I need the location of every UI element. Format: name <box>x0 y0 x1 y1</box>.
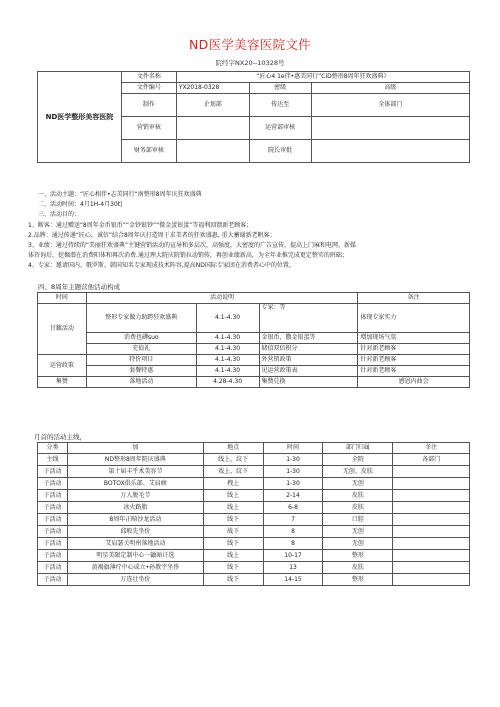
activity-note: 针对新老顾客 <box>358 355 470 366</box>
paragraph: 体咨询后，挖掘潜在消费阳体和再次消费.通过理大院庆院销拉动销传，再创业绩新高，为全年业推完成更定整实的班础； <box>28 252 348 260</box>
activity-date: 4.1-4.30 <box>196 366 259 377</box>
row-activity: 明星美限定制中心一鼬暗讦选 <box>67 550 203 562</box>
paragraph: 2.品牌：通过传递“匠心，诚信”结合8周年庆打造周于求美者的狂欢盛惠, 重大蓄谢新老帆客； <box>28 231 276 239</box>
activity-date: 4.1-4.30 <box>196 344 259 355</box>
row-time: 8 <box>263 526 323 538</box>
director-approval-value <box>311 140 469 163</box>
activity-note: 增加现场气氛 <box>358 333 470 344</box>
row-location: 线上 <box>203 502 263 514</box>
row-department: 无创 <box>323 538 393 550</box>
row-remark <box>393 574 470 586</box>
row-department: 无创 <box>323 478 393 490</box>
row-activity: 黄褐旗薄疗中心成立•孙教宇坐佟 <box>67 562 203 574</box>
file-name-label: 文件名称 <box>121 72 176 83</box>
row-time: 6-8 <box>263 502 323 514</box>
row-remark <box>393 490 470 502</box>
row-time: 14-15 <box>263 574 323 586</box>
row-department: 全院 <box>323 454 393 466</box>
activity-date: 4.1-4.30 <box>196 333 259 344</box>
table-row <box>38 538 470 550</box>
activity-name: 落地活动 <box>86 377 196 388</box>
row-category: 子活动 <box>38 550 68 562</box>
row-category: 子活动 <box>38 478 68 490</box>
row-activity: BOTOX俱乐部、艾肩癍 <box>67 478 203 490</box>
row-activity: 8周年正畸沙龙活动 <box>67 514 203 526</box>
row-remark <box>393 562 470 574</box>
activity-note: 感恩内曲会 <box>358 377 470 388</box>
file-no-label: 文件编号 <box>121 83 176 94</box>
row-category: 子活动 <box>38 490 68 502</box>
make-value: 企划部 <box>176 94 249 117</box>
header-desc: 活动说明 <box>86 293 357 304</box>
section4-heading: 四、8周年主题营他活动构成 <box>38 283 121 291</box>
row-activity: 万连壮坐价 <box>67 574 203 586</box>
row-department: 无创、皮肤 <box>323 466 393 478</box>
group-label: 集赞 <box>38 377 87 388</box>
send-label: 传达至 <box>249 94 311 117</box>
activity-table <box>37 292 470 388</box>
secret-value: 高级 <box>311 83 469 94</box>
row-remark <box>393 514 470 526</box>
section5-heading: 月首的活动主线， <box>34 433 86 441</box>
row-location: 线上 <box>203 550 263 562</box>
row-category: 子活动 <box>38 502 68 514</box>
row-remark <box>393 502 470 514</box>
table-row <box>38 502 470 514</box>
activity-note: 针对新老顾客 <box>358 344 470 355</box>
row-category: 子活动 <box>38 562 68 574</box>
row-category: 子活动 <box>38 574 68 586</box>
row-category: 子活动 <box>38 526 68 538</box>
group-label: 甘籁活动 <box>38 304 87 355</box>
paragraph: 一、活动主题：“匠心相伴•志美同行“南整形8周年庆狂欢盛典 <box>38 191 202 198</box>
document-title: ND医学美容医院文件 <box>189 37 311 52</box>
row-remark <box>393 538 470 550</box>
table-row <box>38 466 470 478</box>
row-department: 口腔 <box>323 514 393 526</box>
header-activity: 加 <box>67 443 203 454</box>
row-department: 无创 <box>323 526 393 538</box>
activity-name: 特价项目 <box>86 355 196 366</box>
row-activity: ND整形8周年院庆盛典 <box>67 454 203 466</box>
row-location: 战下 <box>203 526 263 538</box>
row-location: 拽上 <box>203 478 263 490</box>
paragraph: 1、断客：通过赠送“8周年金币银币”“金钞银钞”“微金蛋银蛋”等福利回馈新老顾客； <box>28 221 253 229</box>
row-department: 整形 <box>323 574 393 586</box>
body-paragraphs <box>28 190 480 272</box>
row-time: 1-30 <box>263 478 323 490</box>
row-category: 主线 <box>38 454 68 466</box>
row-remark <box>393 466 470 478</box>
activity-desc: 专家：等 <box>259 304 358 333</box>
table-row <box>38 574 470 586</box>
row-activity: 万人脱毛节 <box>67 490 203 502</box>
paragraph: 二、活动时间：4月1H-4月30t| <box>38 201 123 209</box>
row-location: 线下 <box>203 538 263 550</box>
row-category: 子活动 <box>38 466 68 478</box>
header-category: 分类 <box>38 443 68 454</box>
row-time: 13 <box>263 562 323 574</box>
group-label: 运营政策 <box>38 355 87 377</box>
activity-note: 针对新老顾客 <box>358 366 470 377</box>
send-value: 全体部门 <box>311 94 469 117</box>
header-time: 时间 <box>263 443 323 454</box>
secret-label: 密级 <box>249 83 311 94</box>
row-time: 1-30 <box>263 454 323 466</box>
activity-date: 4.28-4.30 <box>196 377 259 388</box>
director-approval-label: 院长审批 <box>249 140 311 163</box>
activity-desc: 集赞兑换 <box>259 377 358 388</box>
file-no-value: YX2018-0328 <box>176 83 249 94</box>
finance-review-label: 财务部审核 <box>121 140 176 163</box>
info-table <box>37 71 470 163</box>
activity-name: 套餐特惠 <box>86 366 196 377</box>
row-remark: 各部门 <box>393 454 470 466</box>
paragraph: 三、活动目的： <box>38 211 81 219</box>
row-location: 线下 <box>203 514 263 526</box>
marketing-review-label: 营销审核 <box>121 117 176 140</box>
row-location: 戏上、纹下 <box>203 466 263 478</box>
row-department: 皮肤 <box>323 502 393 514</box>
mainline-table <box>37 442 470 586</box>
row-activity: 第十届丰乎术美容节 <box>67 466 203 478</box>
org-name: ND医学整形美容医院 <box>38 72 122 163</box>
header-time: 时间 <box>38 293 87 304</box>
row-time: 7 <box>263 514 323 526</box>
file-name-value: “匠心4 1e伴•惠美同行”CiD整形8周年狂欢盛典》 <box>176 72 469 83</box>
activity-desc: 金银币，撒金银蛋等 <box>259 333 358 344</box>
activity-date: 4.1-4.30 <box>196 355 259 366</box>
activity-date: 4.1-4.30 <box>196 304 259 333</box>
row-time: 2-14 <box>263 490 323 502</box>
header-location: 地点 <box>203 443 263 454</box>
header-note: 备注 <box>358 293 470 304</box>
table-row <box>38 562 470 574</box>
ops-review-value <box>311 117 469 140</box>
row-activity: 邱般先坐价 <box>67 526 203 538</box>
table-row <box>38 514 470 526</box>
table-row <box>38 454 470 466</box>
row-category: 子活动 <box>38 514 68 526</box>
ops-review-label: 运营部审核 <box>249 117 311 140</box>
paragraph: 4、专家：邀请国内、俄罗斯、韩国知名专家现成技术阵容,提高ND国际专家团在消费者心中的位置， <box>28 262 295 270</box>
row-department: 皮肤 <box>323 562 393 574</box>
table-row <box>38 478 470 490</box>
row-time: 1-30 <box>263 466 323 478</box>
row-remark <box>393 526 470 538</box>
table-row <box>38 490 470 502</box>
finance-review-value <box>176 140 249 163</box>
row-remark <box>393 550 470 562</box>
row-location: 线上、纹下 <box>203 454 263 466</box>
row-location: 线上 <box>203 490 263 502</box>
header-remark: 冬注 <box>393 443 470 454</box>
row-time: 10-17 <box>263 550 323 562</box>
header-department: 部门归属 <box>323 443 393 454</box>
document-number: 院经字NX20--10328号 <box>215 59 285 67</box>
table-row <box>38 550 470 562</box>
activity-desc: 见运营政策表 <box>259 366 358 377</box>
paragraph: 3、业绩：通过持续的“美丽狂欢盛典”主键营销活动的宣导和多层次，高强度，大密度的广告宣传，提高上门麻和电网、新媒 <box>28 242 357 250</box>
activity-name: 消费也礴suo <box>86 333 196 344</box>
row-activity: 艾肩瑟关明州落地活动 <box>67 538 203 550</box>
row-remark <box>393 478 470 490</box>
table-row <box>38 526 470 538</box>
marketing-review-value <box>176 117 249 140</box>
activity-desc: 外营销政策 <box>259 355 358 366</box>
row-location: 线下 <box>203 562 263 574</box>
row-activity: 冰火路脂 <box>67 502 203 514</box>
row-location: 线下 <box>203 574 263 586</box>
row-time: 8 <box>263 538 323 550</box>
activity-name: 整形专家做力助跨狂欢盛典 <box>86 304 196 333</box>
row-department: 整形 <box>323 550 393 562</box>
activity-note: 体现专家实力 <box>358 304 470 333</box>
row-category: 子活动 <box>38 538 68 550</box>
make-label: 制作 <box>121 94 176 117</box>
activity-desc: 储值双倍积分 <box>259 344 358 355</box>
activity-name: 充值礼 <box>86 344 196 355</box>
row-department: 皮肤 <box>323 490 393 502</box>
